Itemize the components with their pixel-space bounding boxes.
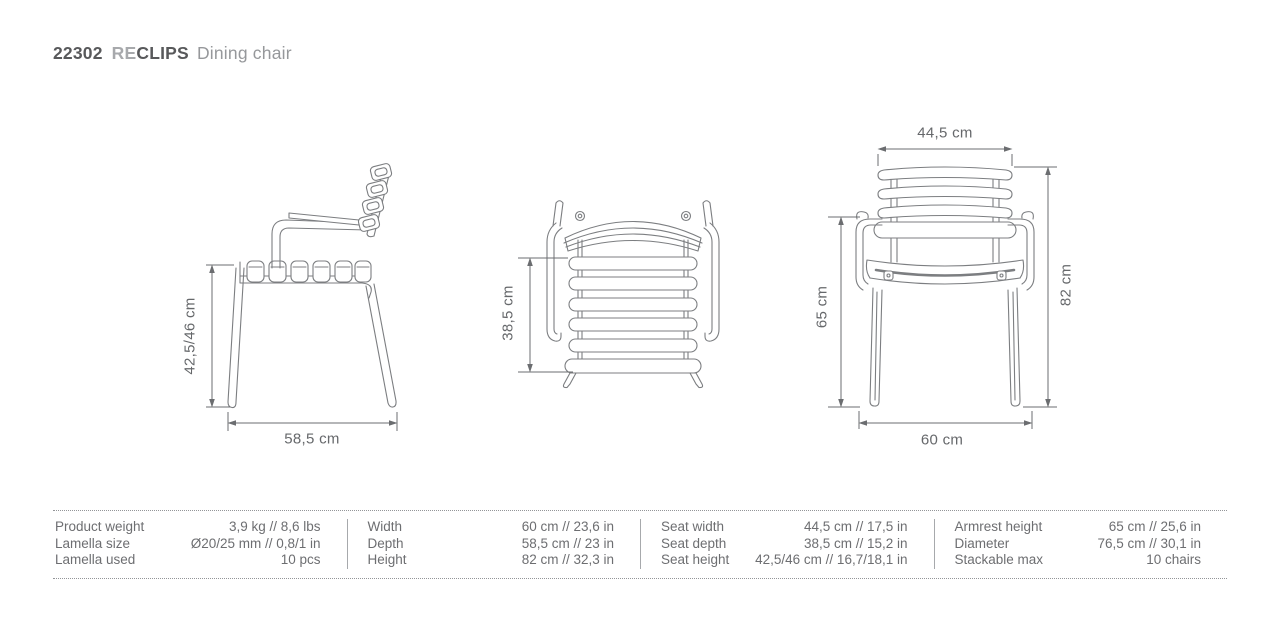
spec-label: Width [367, 519, 403, 534]
spec-row [368, 552, 615, 569]
spec-column-product [53, 519, 347, 569]
dimension-lines-top [518, 258, 573, 373]
top-view-drawing [490, 190, 750, 400]
spec-value: 76,5 cm // 30,1 in [1097, 535, 1201, 551]
spec-label: Lamella size [55, 535, 131, 551]
spec-value: 38,5 cm // 15,2 in [803, 535, 908, 551]
front-view-drawing [810, 110, 1100, 460]
spec-value: 58,5 cm // 23 in [521, 535, 614, 551]
series-name-clips: CLIPS [136, 43, 189, 63]
spec-row [955, 552, 1202, 569]
dim-label-depth: 58,5 cm [284, 430, 340, 448]
dim-label-seat-depth: 38,5 cm [499, 285, 517, 341]
spec-row [661, 536, 908, 553]
page-title [53, 43, 292, 64]
dim-label-seat-width: 44,5 cm [917, 124, 973, 142]
spec-row [661, 519, 908, 536]
spec-row [368, 519, 615, 536]
spec-label: Depth [367, 535, 404, 551]
spec-row [55, 552, 321, 569]
spec-value: 65 cm // 25,6 in [1108, 519, 1201, 534]
spec-row [955, 519, 1202, 536]
spec-label: Height [367, 552, 407, 567]
chair-front-art [856, 167, 1034, 406]
spec-label: Stackable max [954, 552, 1044, 567]
spec-value: Ø20/25 mm // 0,8/1 in [190, 535, 321, 551]
dim-label-seat-height: 42,5/46 cm [181, 297, 199, 375]
spec-label: Diameter [954, 535, 1010, 551]
spec-value: 44,5 cm // 17,5 in [803, 519, 908, 534]
side-view-drawing [170, 150, 430, 460]
spec-label: Armrest height [954, 519, 1043, 534]
series-name-re: RE [111, 43, 137, 63]
spec-row [55, 536, 321, 553]
spec-value: 10 pcs [280, 552, 321, 567]
spec-value: 82 cm // 32,3 in [521, 552, 614, 567]
spec-value: 42,5/46 cm // 16,7/18,1 in [755, 552, 908, 567]
spec-column-overall [347, 519, 641, 569]
spec-label: Seat depth [661, 535, 727, 551]
model-number: 22302 [53, 43, 103, 63]
spec-table [53, 510, 1227, 579]
spec-value: 3,9 kg // 8,6 lbs [228, 519, 321, 534]
spec-value: 10 chairs [1146, 552, 1201, 567]
dim-label-width: 60 cm [920, 431, 964, 449]
spec-row [955, 536, 1202, 553]
dim-label-armrest-height: 65 cm [813, 285, 831, 329]
product-type-label: Dining chair [196, 43, 292, 63]
spec-label: Lamella used [55, 552, 136, 567]
spec-row [55, 519, 321, 536]
spec-column-misc [934, 519, 1228, 569]
dim-label-height: 82 cm [1057, 263, 1075, 307]
spec-label: Product weight [55, 519, 145, 534]
spec-label: Seat width [661, 519, 725, 534]
spec-row [661, 552, 908, 569]
chair-top-art [547, 201, 719, 388]
spec-column-seat [640, 519, 934, 569]
spec-label: Seat height [661, 552, 730, 567]
spec-value: 60 cm // 23,6 in [521, 519, 614, 534]
chair-side-art [228, 163, 396, 408]
spec-row [368, 536, 615, 553]
